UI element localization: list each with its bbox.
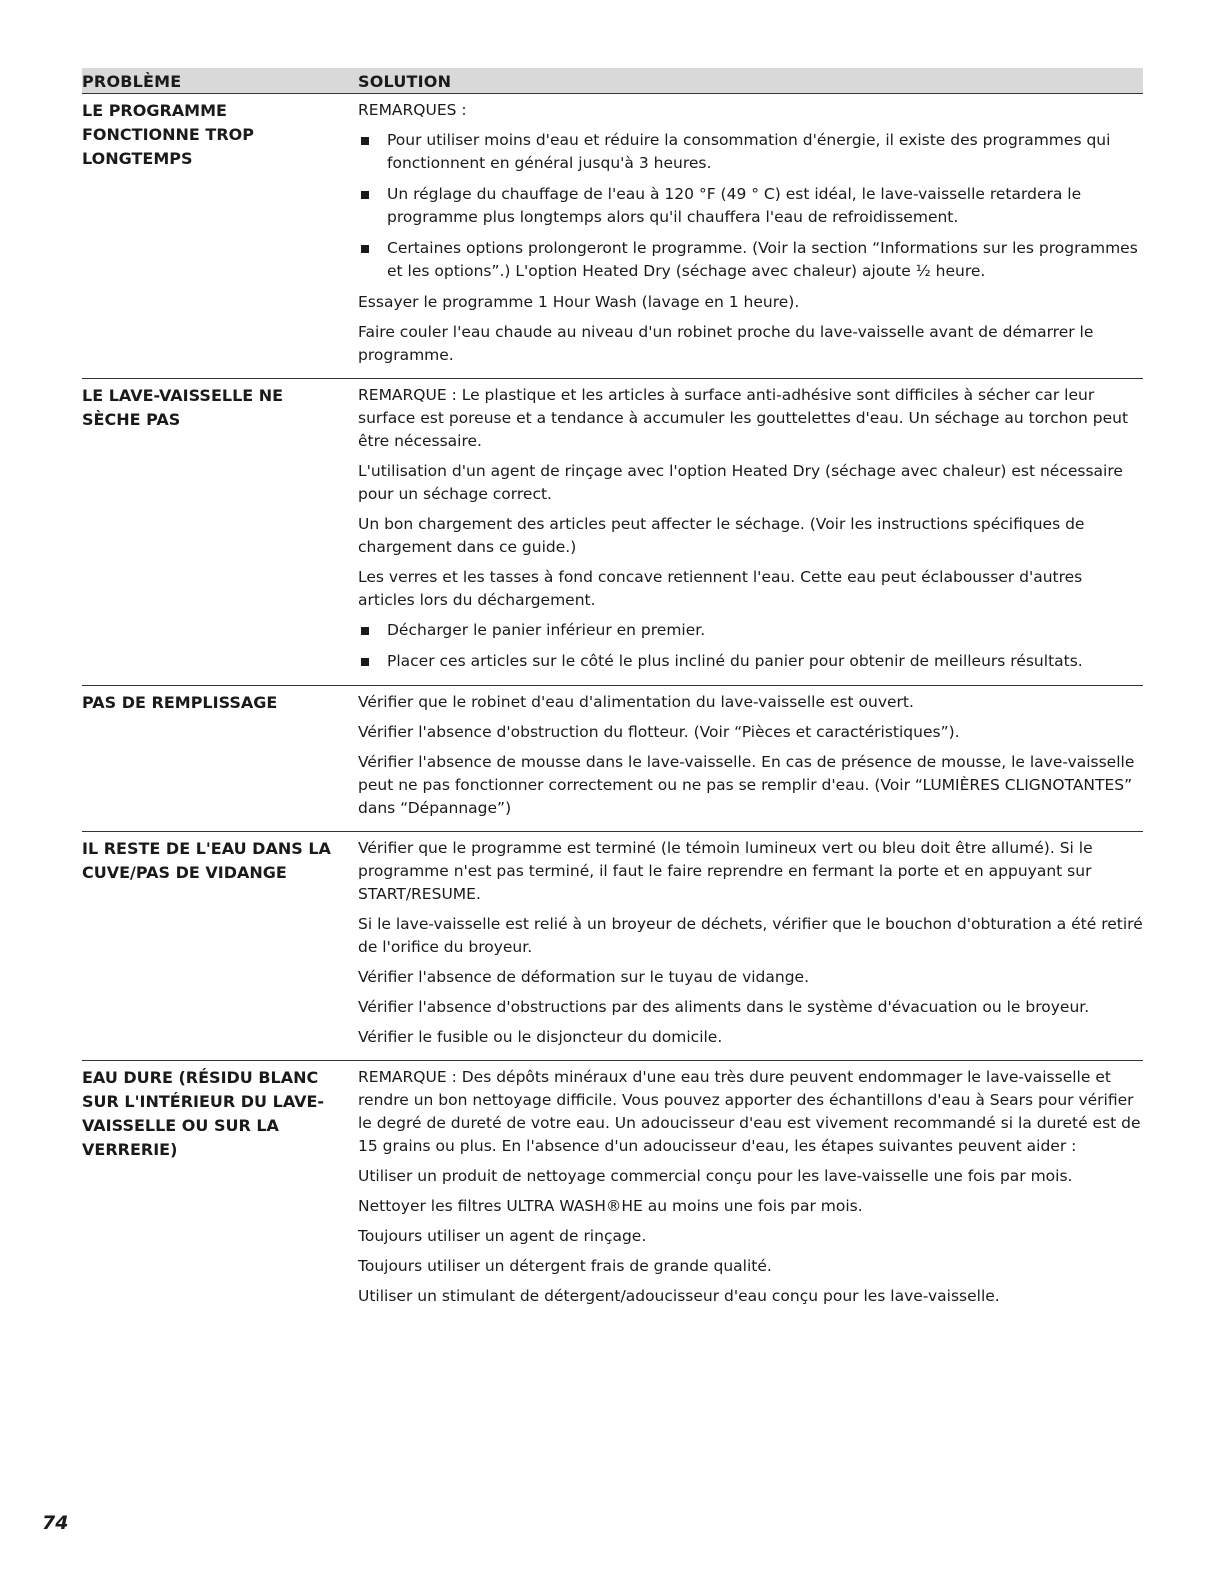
header-problem: PROBLÈME: [82, 68, 358, 94]
troubleshooting-table: [82, 68, 1143, 1319]
solution-cell: [358, 379, 1143, 686]
solution-paragraph: Vérifier l'absence de mousse dans le lave-vaisselle. En cas de présence de mousse, le lave-vaisselle peut ne pas fonctionner correctement ou ne pas se remplir d'eau. (Voir “LUMIÈRES CLIGNOTANTES” dans “Dépannage”): [358, 753, 1135, 817]
bullet-item: Pour utiliser moins d'eau et réduire la consommation d'énergie, il existe des programmes qui fonctionnent en général jusqu'à 3 heures.: [358, 129, 1143, 175]
problem-cell: EAU DURE (RÉSIDU BLANC SUR L'INTÉRIEUR DU LAVE-VAISSELLE OU SUR LA VERRERIE): [82, 1068, 325, 1159]
solution-cell: [358, 686, 1143, 832]
solution-paragraph: Essayer le programme 1 Hour Wash (lavage en 1 heure).: [358, 293, 800, 311]
bullet-item: Placer ces articles sur le côté le plus incliné du panier pour obtenir de meilleurs résultats.: [358, 650, 1143, 673]
page-number: 74: [42, 1512, 69, 1534]
solution-paragraph: Vérifier l'absence d'obstruction du flotteur. (Voir “Pièces et caractéristiques”).: [358, 723, 960, 741]
solution-paragraph: Vérifier l'absence de déformation sur le tuyau de vidange.: [358, 968, 810, 986]
solution-paragraph: REMARQUE : Des dépôts minéraux d'une eau très dure peuvent endommager le lave-vaisselle et rendre un bon nettoyage difficile. Vous pouvez apporter des échantillons d'eau à Sears pour vérifier le degré de dureté de votre eau. Un adoucisseur d'eau est vivement recommandé si la dureté est de 15 grains ou plus. En l'absence d'un adoucisseur d'eau, les étapes suivantes peuvent aider :: [358, 1068, 1141, 1155]
table-row: [82, 94, 1143, 379]
bullet-item: Un réglage du chauffage de l'eau à 120 °F (49 ° C) est idéal, le lave-vaisselle retardera le programme plus longtemps alors qu'il chauffera l'eau de refroidissement.: [358, 183, 1143, 229]
table-body: [82, 94, 1143, 1320]
table-row: [82, 379, 1143, 686]
solution-paragraph: Vérifier que le robinet d'eau d'alimentation du lave-vaisselle est ouvert.: [358, 693, 914, 711]
table-header-row: [82, 68, 1143, 94]
solution-paragraph: REMARQUES :: [358, 101, 467, 119]
solution-cell: [358, 94, 1143, 379]
solution-paragraph: Les verres et les tasses à fond concave retiennent l'eau. Cette eau peut éclabousser d'autres articles lors du déchargement.: [358, 568, 1083, 609]
bullet-item: Certaines options prolongeront le programme. (Voir la section “Informations sur les programmes et les options”.) L'option Heated Dry (séchage avec chaleur) ajoute ½ heure.: [358, 237, 1143, 283]
solution-paragraph: L'utilisation d'un agent de rinçage avec l'option Heated Dry (séchage avec chaleur) est nécessaire pour un séchage correct.: [358, 462, 1123, 503]
table-row: [82, 686, 1143, 832]
solution-paragraph: Nettoyer les filtres ULTRA WASH®HE au moins une fois par mois.: [358, 1197, 863, 1215]
solution-cell: [358, 1061, 1143, 1320]
solution-paragraph: Vérifier l'absence d'obstructions par des aliments dans le système d'évacuation ou le broyeur.: [358, 998, 1090, 1016]
table-row: [82, 832, 1143, 1061]
solution-paragraph: REMARQUE : Le plastique et les articles à surface anti-adhésive sont difficiles à sécher car leur surface est poreuse et a tendance à accumuler les gouttelettes d'eau. Un séchage au torchon peut être nécessaire.: [358, 386, 1129, 450]
solution-paragraph: Toujours utiliser un détergent frais de grande qualité.: [358, 1257, 772, 1275]
problem-cell: LE PROGRAMME FONCTIONNE TROP LONGTEMPS: [82, 101, 254, 168]
solution-paragraph: Toujours utiliser un agent de rinçage.: [358, 1227, 647, 1245]
solution-paragraph: Faire couler l'eau chaude au niveau d'un robinet proche du lave-vaisselle avant de démarrer le programme.: [358, 323, 1094, 364]
header-solution: SOLUTION: [358, 68, 1143, 94]
solution-paragraph: Un bon chargement des articles peut affecter le séchage. (Voir les instructions spécifiques de chargement dans ce guide.): [358, 515, 1085, 556]
solution-paragraph: Vérifier le fusible ou le disjoncteur du domicile.: [358, 1028, 723, 1046]
troubleshooting-page: [82, 68, 1143, 1319]
problem-cell: IL RESTE DE L'EAU DANS LA CUVE/PAS DE VIDANGE: [82, 839, 331, 882]
bullet-item: Décharger le panier inférieur en premier.: [358, 619, 1143, 642]
solution-paragraph: Utiliser un stimulant de détergent/adoucisseur d'eau conçu pour les lave-vaisselle.: [358, 1287, 1000, 1305]
solution-paragraph: Utiliser un produit de nettoyage commercial conçu pour les lave-vaisselle une fois par mois.: [358, 1167, 1073, 1185]
solution-paragraph: Si le lave-vaisselle est relié à un broyeur de déchets, vérifier que le bouchon d'obturation a été retiré de l'orifice du broyeur.: [358, 915, 1143, 956]
table-row: [82, 1061, 1143, 1320]
solution-paragraph: Vérifier que le programme est terminé (le témoin lumineux vert ou bleu doit être allumé). Si le programme n'est pas terminé, il faut le faire reprendre en fermant la porte et en appuyant sur START/RESUME.: [358, 839, 1093, 903]
solution-cell: [358, 832, 1143, 1061]
problem-cell: PAS DE REMPLISSAGE: [82, 693, 278, 712]
problem-cell: LE LAVE-VAISSELLE NE SÈCHE PAS: [82, 386, 284, 429]
